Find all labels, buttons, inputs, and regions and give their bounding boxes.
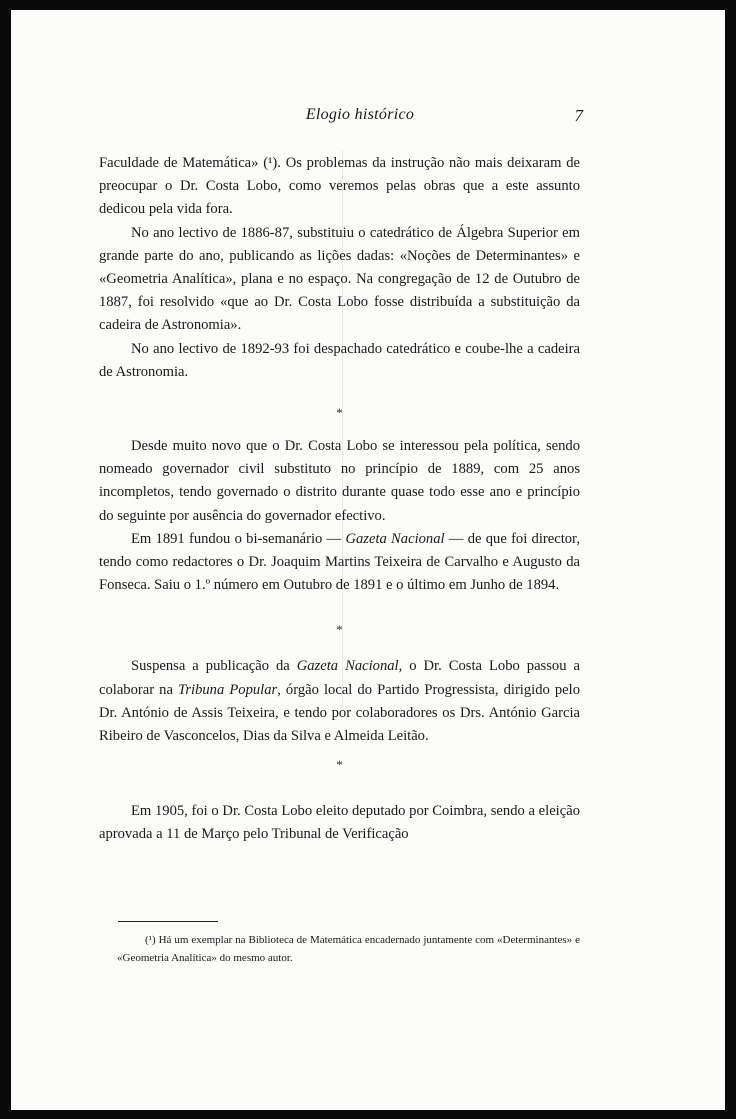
newspaper-title-gazeta-nacional: Gazeta Nacional — [296, 658, 399, 675]
paragraph-6-text-continued: , o Dr. Costa Lobo passou a colaborar na — [99, 658, 580, 698]
footnote-rule — [118, 921, 218, 922]
newspaper-title-gazeta-nacional: Gazeta Nacional — [345, 530, 445, 547]
footnote: (¹) Há um exemplar na Biblioteca de Matemática encadernado juntamente com «Determinantes» e «Geometria Analítica» do mesmo autor. — [117, 934, 580, 964]
paragraph-6 — [99, 655, 580, 748]
paragraph-5-text-continued: — de que foi director, tendo como redactores o Dr. Joaquim Martins Teixeira de Carvalho e Augusto da Fonseca. Saiu o 1.º número em Outubro de 1891 e o último em Junho de 1894. — [99, 530, 580, 594]
paragraph-1: Faculdade de Matemática» (¹). Os problemas da instrução não mais deixaram de preocupar o Dr. Costa Lobo, como veremos pelas obras que a este assunto dedicou pela vida fora. — [99, 155, 580, 218]
paragraph-6-text: Suspensa a publicação da — [131, 658, 297, 675]
paragraph-7: Em 1905, foi o Dr. Costa Lobo eleito deputado por Coimbra, sendo a eleição aprovada a 11 de Março pelo Tribunal de Verificação — [99, 803, 580, 843]
paragraph-2: No ano lectivo de 1886-87, substituiu o catedrático de Álgebra Superior em grande parte do ano, publicando as lições dadas: «Noções de Determinantes» e «Geometria Analítica», plana e no espaço. Na congregação de 12 de Outubro de 1887, foi resolvido «que ao Dr. Costa Lobo fosse distribuída a substituição da cadeira de Astronomia». — [99, 224, 580, 334]
page-header — [11, 106, 725, 126]
body-text — [99, 152, 580, 847]
newspaper-title-tribuna-popular: Tribuna Popular — [178, 681, 278, 698]
section-separator-asterisk: * — [336, 757, 343, 773]
page-number: 7 — [574, 106, 583, 125]
paragraph-5 — [99, 528, 580, 598]
section-separator-asterisk: * — [336, 405, 343, 421]
book-page — [11, 10, 725, 1110]
paragraph-5-text: Em 1891 fundou o bi-semanário — — [131, 530, 346, 547]
running-title: Elogio histórico — [305, 106, 415, 123]
paragraph-3: No ano lectivo de 1892-93 foi despachado catedrático e coube-lhe a cadeira de Astronomia. — [99, 340, 580, 380]
paragraph-4: Desde muito novo que o Dr. Costa Lobo se interessou pela política, sendo nomeado governador civil substituto no princípio de 1889, com 25 anos incompletos, tendo governado o distrito durante quase todo esse ano e princípio do seguinte por ausência do governador efectivo. — [99, 438, 580, 524]
section-separator-asterisk: * — [336, 622, 343, 638]
paragraph-6-text-end: , órgão local do Partido Progressista, dirigido pelo Dr. António de Assis Teixeira, e tendo por colaboradores os Drs. António Garcia Ribeiro de Vasconcelos, Dias da Silva e Almeida Leitão. — [99, 681, 581, 745]
